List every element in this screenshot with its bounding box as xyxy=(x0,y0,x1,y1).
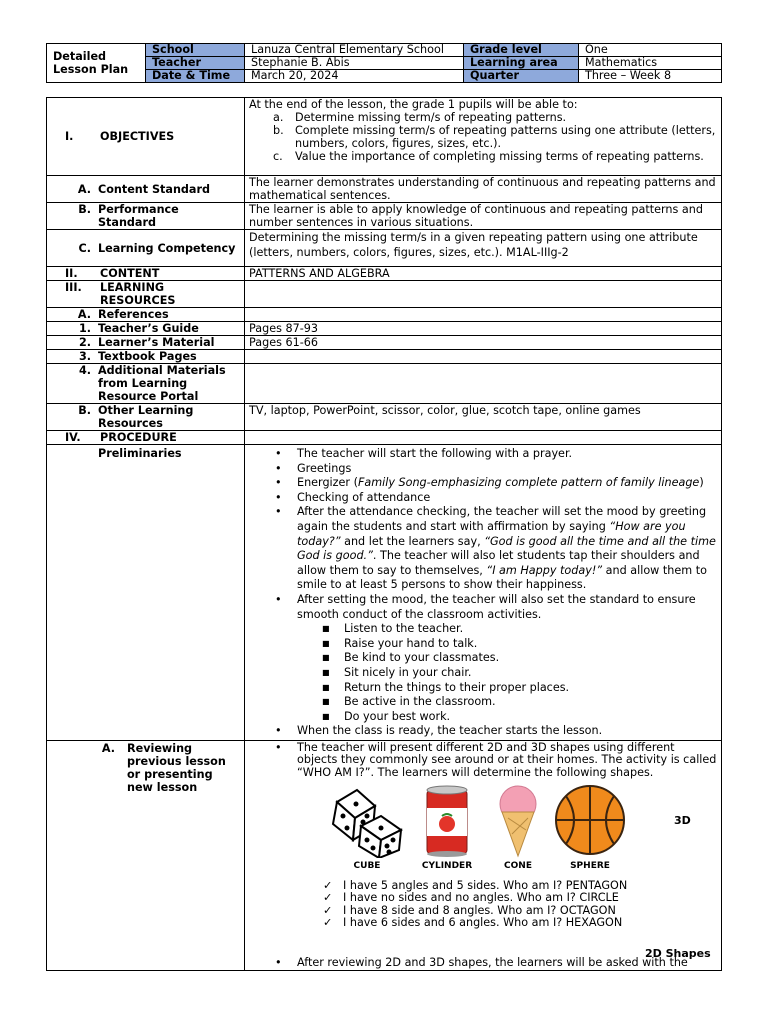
shapes-illustration xyxy=(249,784,717,880)
row-content xyxy=(47,267,722,281)
can-icon xyxy=(407,784,487,858)
row-performance-standard xyxy=(47,203,722,230)
other-text: TV, laptop, PowerPoint, scissor, color, glue, scotch tape, online games xyxy=(245,404,722,431)
quarter-value: Three – Week 8 xyxy=(579,70,722,83)
content-num: II. xyxy=(65,267,78,280)
list-item: • Checking of attendance xyxy=(275,490,431,504)
check-list xyxy=(249,880,717,930)
additional-num: 4. xyxy=(78,364,91,377)
check-item: ✓ I have 5 angles and 5 sides. Who am I? PENTAGON xyxy=(323,878,628,892)
resources-num: III. xyxy=(65,281,82,294)
teacher-label: Teacher xyxy=(146,57,245,70)
list-item: • After the attendance checking, the teacher will set the mood by greeting again the students and start with affirmation by saying “How are you today?” and let the learners say, “God is good all the time and all the time God is good.”. The teacher will also let students tap their shoulders and allow them to say to themselves, “I am Happy today!” and allow them to smile to at least 5 persons to show their happiness. xyxy=(275,505,716,592)
performance-standard-text: The learner is able to apply knowledge of continuous and repeating patterns and number sentences in various situations. xyxy=(245,203,722,230)
learners-material-num: 2. xyxy=(78,336,91,349)
row-additional xyxy=(47,364,722,404)
school-label: School xyxy=(146,44,245,57)
row-learners-material xyxy=(47,336,722,350)
preliminaries-label: Preliminaries xyxy=(98,447,182,460)
rule-item: ■ Return the things to their proper places. xyxy=(322,680,570,694)
cone-caption: CONE xyxy=(504,860,532,871)
grade-value: One xyxy=(579,44,722,57)
sphere-caption: SPHERE xyxy=(570,860,610,871)
row-other-resources xyxy=(47,404,722,431)
cylinder-caption: CYLINDER xyxy=(421,860,473,871)
list-item: • Greetings xyxy=(275,461,352,475)
grade-label: Grade level xyxy=(464,44,579,57)
check-item: ✓ I have 8 side and 8 angles. Who am I? OCTAGON xyxy=(323,903,616,917)
procedure-num: IV. xyxy=(65,431,81,444)
objectives-num: I. xyxy=(65,130,74,143)
objective-item: a. Determine missing term/s of repeating patterns. xyxy=(273,111,567,124)
label-3d: 3D xyxy=(674,813,691,827)
basketball-icon xyxy=(550,784,630,858)
rule-item: ■ Be kind to your classmates. xyxy=(322,651,500,665)
list-item: • The teacher will present different 2D and 3D shapes using different objects they commonly see around or at their homes. The activity is called “WHO AM I?”. The learners will determine the following shapes. xyxy=(275,740,717,780)
row-preliminaries xyxy=(47,445,722,741)
row-textbook xyxy=(47,350,722,364)
cylinder-shape xyxy=(407,784,487,871)
objectives-list xyxy=(249,111,717,163)
resources-label: LEARNING RESOURCES xyxy=(100,281,176,307)
date-value: March 20, 2024 xyxy=(245,70,464,83)
header-table xyxy=(46,43,722,83)
area-label: Learning area xyxy=(464,57,579,70)
cube-caption: CUBE xyxy=(353,860,381,871)
review-label: Reviewing previous lesson or presenting new lesson xyxy=(127,741,226,794)
list-item: • After reviewing 2D and 3D shapes, the learners will be asked with the xyxy=(275,956,688,970)
performance-standard-label: Performance Standard xyxy=(98,203,179,229)
ice-cream-icon xyxy=(478,784,558,858)
rule-item: ■ Listen to the teacher. xyxy=(322,622,464,636)
row-procedure xyxy=(47,431,722,445)
references-label: References xyxy=(98,308,169,321)
content-label: CONTENT xyxy=(100,267,160,280)
objectives-intro: At the end of the lesson, the grade 1 pupils will be able to: xyxy=(249,98,578,111)
sphere-shape xyxy=(550,784,630,871)
lesson-table xyxy=(46,97,722,971)
list-item: • After setting the mood, the teacher will also set the standard to ensure smooth conduct of the classroom activities. ■ Listen to the teacher. ■ Raise your hand to talk. ■ Be kind to your classmates. ■ Sit nicely in your chair. ■ Return the things to their proper places. ■ Be active in the classroom. ■ Do your best work. xyxy=(249,593,717,724)
list-item: • Energizer (Family Song-emphasizing complete pattern of family lineage) xyxy=(275,476,704,490)
rule-item: ■ Be active in the classroom. xyxy=(322,695,496,709)
check-item: ✓ I have 6 sides and 6 angles. Who am I? HEXAGON xyxy=(323,916,623,930)
row-competency xyxy=(47,230,722,267)
row-objectives xyxy=(47,98,722,176)
content-standard-text: The learner demonstrates understanding of continuous and repeating patterns and mathematical sentences. xyxy=(245,176,722,203)
check-item: ✓ I have no sides and no angles. Who am I? CIRCLE xyxy=(323,891,619,905)
additional-label: Additional Materials from Learning Resource Portal xyxy=(98,364,226,403)
performance-standard-num: B. xyxy=(78,203,91,216)
competency-text: Determining the missing term/s in a given repeating pattern using one attribute (letters, numbers, colors, figures, sizes, etc.). M1AL-IIIg-2 xyxy=(245,230,722,267)
rule-item: ■ Sit nicely in your chair. xyxy=(322,665,472,679)
learners-material-text: Pages 61-66 xyxy=(245,336,722,350)
teachers-guide-num: 1. xyxy=(78,322,91,335)
row-review xyxy=(47,740,722,970)
teacher-value: Stephanie B. Abis xyxy=(245,57,464,70)
references-num: A. xyxy=(77,308,91,321)
row-resources xyxy=(47,281,722,308)
review-list xyxy=(249,742,717,780)
cone-shape xyxy=(478,784,558,871)
competency-num: C. xyxy=(78,241,91,255)
list-item: • The teacher will start the following with a prayer. xyxy=(275,447,573,460)
other-num: B. xyxy=(78,404,91,417)
textbook-num: 3. xyxy=(78,350,91,363)
doc-title xyxy=(47,44,146,83)
content-text: PATTERNS AND ALGEBRA xyxy=(245,267,722,281)
list-item: • When the class is ready, the teacher starts the lesson. xyxy=(275,724,603,738)
rules-list xyxy=(297,622,717,724)
learners-material-label: Learner’s Material xyxy=(98,336,215,349)
objective-item: b. Complete missing term/s of repeating patterns using one attribute (letters, numbers, colors, figures, sizes, etc.). xyxy=(273,124,716,150)
row-teachers-guide xyxy=(47,322,722,336)
review-list-2 xyxy=(249,956,717,969)
row-references xyxy=(47,308,722,322)
preliminaries-list xyxy=(249,447,717,739)
date-label: Date & Time xyxy=(146,70,245,83)
other-label: Other Learning Resources xyxy=(98,404,194,430)
quarter-label: Quarter xyxy=(464,70,579,83)
area-value: Mathematics xyxy=(579,57,722,70)
teachers-guide-text: Pages 87-93 xyxy=(245,322,722,336)
content-standard-label: Content Standard xyxy=(98,182,211,196)
review-num: A. xyxy=(101,741,115,755)
doc-title-line1: Detailed xyxy=(53,50,107,63)
row-content-standard xyxy=(47,176,722,203)
textbook-label: Textbook Pages xyxy=(98,350,197,363)
label-2d: 2D Shapes xyxy=(645,946,711,960)
content-standard-num: A. xyxy=(77,182,91,196)
rule-item: ■ Raise your hand to talk. xyxy=(322,636,478,650)
teachers-guide-label: Teacher’s Guide xyxy=(98,322,199,335)
cube-shape xyxy=(327,784,407,871)
objectives-label: OBJECTIVES xyxy=(100,130,175,143)
procedure-label: PROCEDURE xyxy=(100,431,177,444)
competency-label: Learning Competency xyxy=(98,241,236,255)
doc-title-line2: Lesson Plan xyxy=(53,63,129,76)
dice-icon xyxy=(327,784,407,858)
objective-item: c. Value the importance of completing missing terms of repeating patterns. xyxy=(273,150,704,163)
school-value: Lanuza Central Elementary School xyxy=(245,44,464,57)
rule-item: ■ Do your best work. xyxy=(322,709,451,723)
